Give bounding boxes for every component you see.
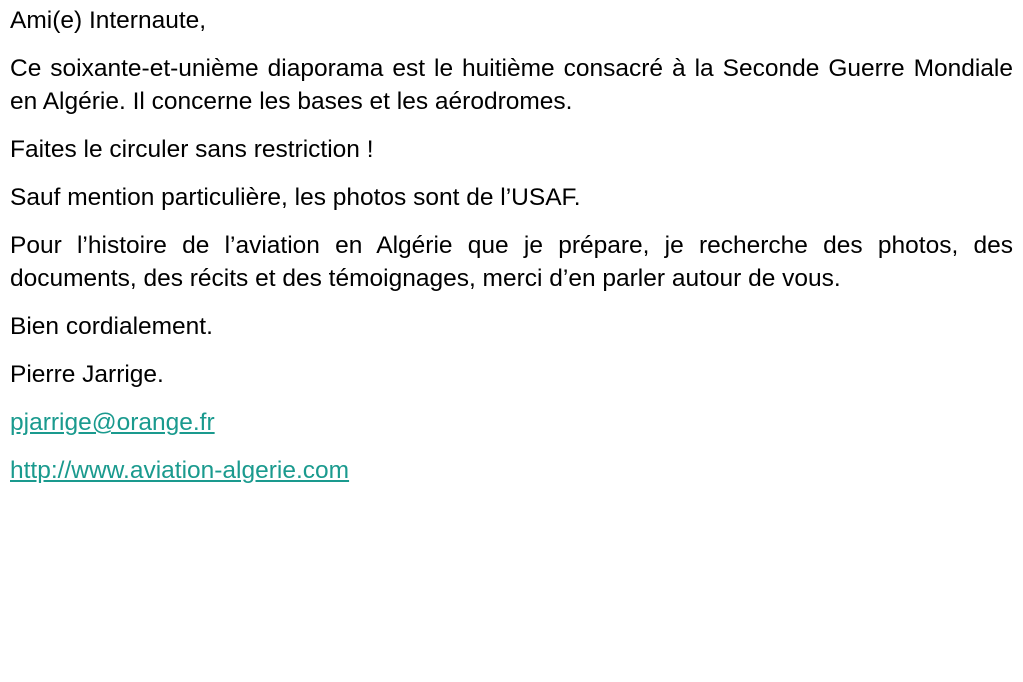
slide-body	[10, 4, 1013, 502]
request-paragraph: Pour l’histoire de l’aviation en Algérie que je prépare, je recherche des photos, des documents, des récits et des témoignages, merci d’en parler autour de vous.	[10, 232, 1013, 292]
email-link[interactable]: pjarrige@orange.fr	[10, 409, 215, 436]
greeting-text: Ami(e) Internaute,	[10, 7, 207, 34]
closing-text: Bien cordialement.	[10, 313, 213, 340]
share-text: Faites le circuler sans restriction !	[10, 136, 374, 163]
intro-paragraph: Ce soixante-et-unième diaporama est le huitième consacré à la Seconde Guerre Mondiale en Algérie. Il concerne les bases et les aérodromes.	[10, 55, 1013, 115]
email-line	[10, 406, 1013, 439]
website-line	[10, 454, 1013, 487]
website-link[interactable]: http://www.aviation-algerie.com	[10, 457, 350, 484]
signature-text: Pierre Jarrige.	[10, 361, 164, 388]
photo-credit-text: Sauf mention particulière, les photos sont de l’USAF.	[10, 184, 581, 211]
